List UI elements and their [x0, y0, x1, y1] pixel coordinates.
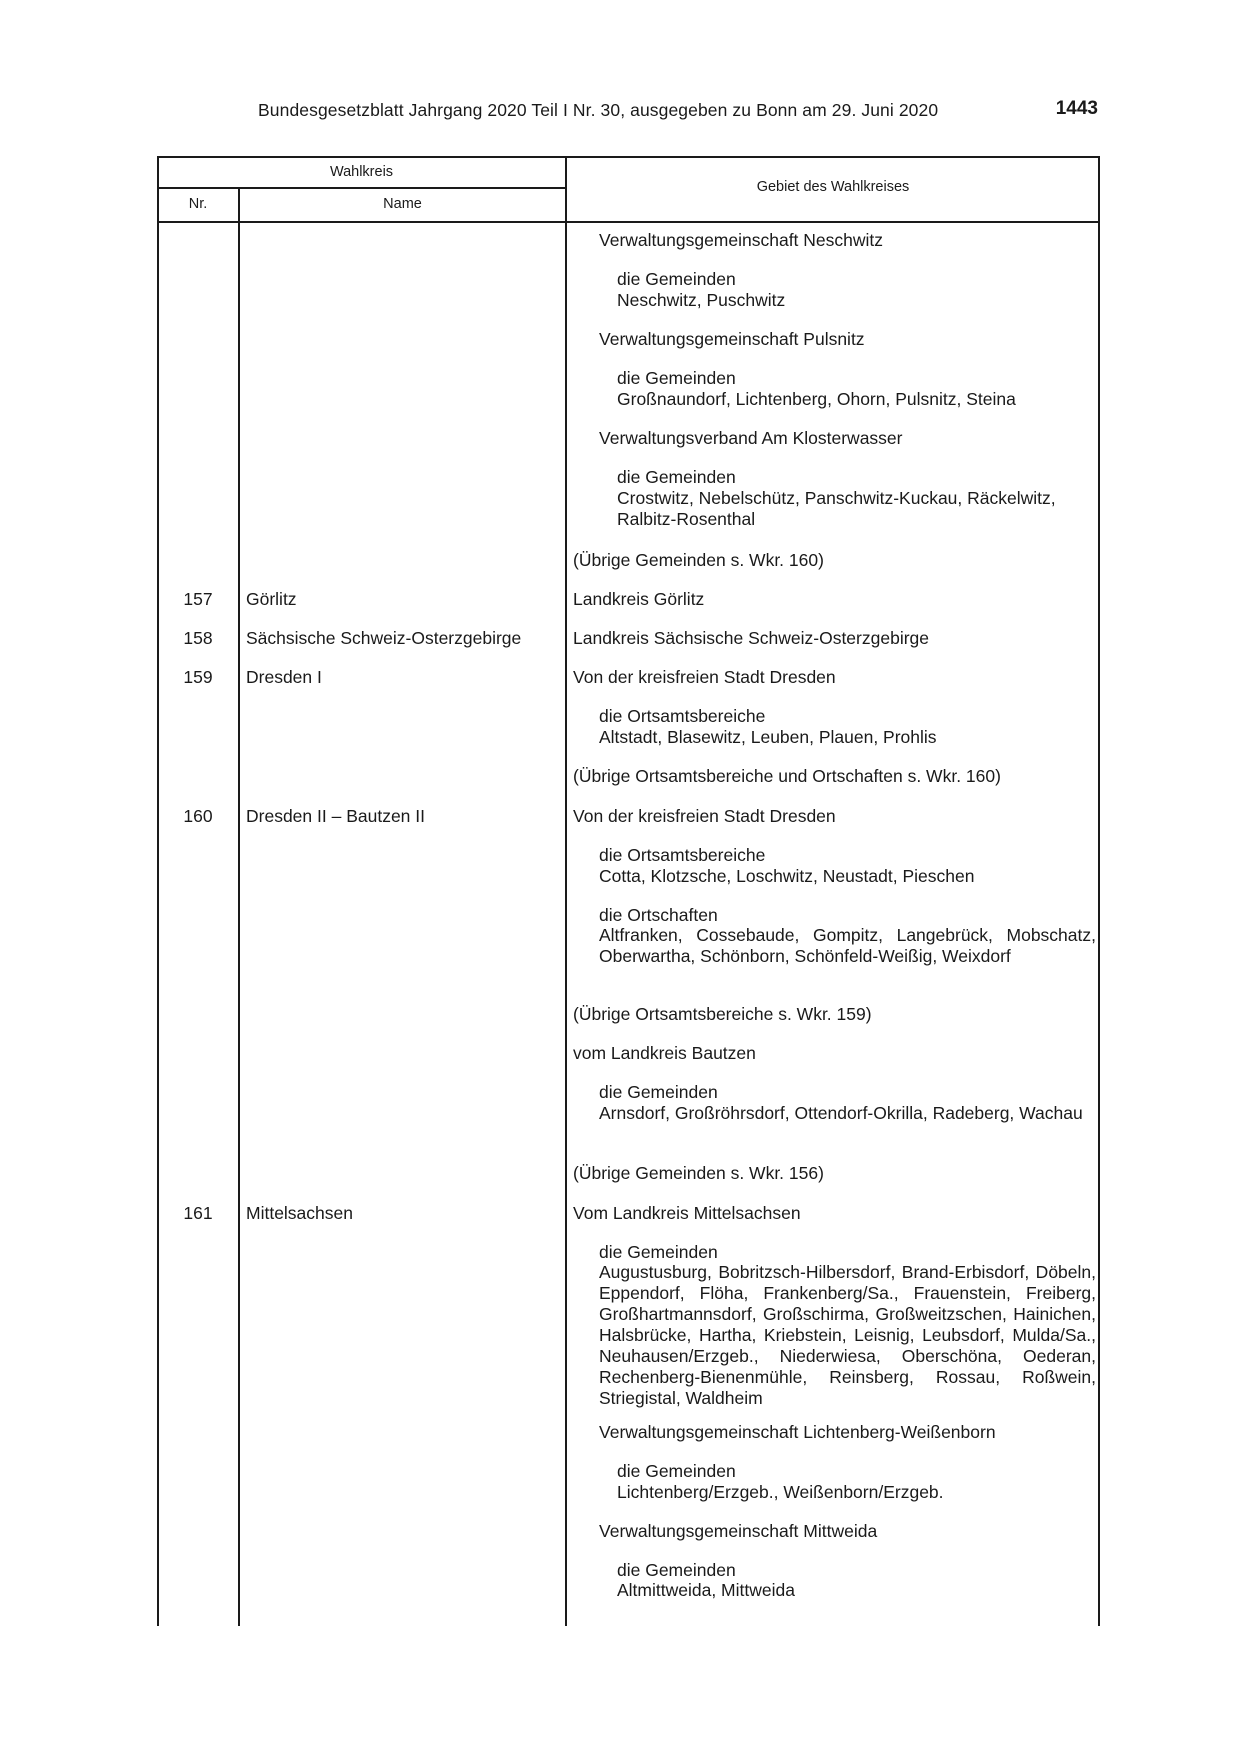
area-entry: die Gemeinden [617, 467, 736, 487]
area-entry: die Gemeinden [617, 1560, 736, 1580]
table-left-rule [157, 156, 159, 1626]
area-entry: Lichtenberg/Erzgeb., Weißenborn/Erzgeb. [617, 1482, 944, 1502]
area-entry: Von der kreisfreien Stadt Dresden [573, 806, 836, 826]
area-entry: Arnsdorf, Großröhrsdorf, Ottendorf-Okrilla, Radeberg, Wachau [599, 1103, 1083, 1123]
area-entry: Verwaltungsgemeinschaft Pulsnitz [599, 329, 865, 349]
column-heading-name: Name [383, 196, 422, 212]
area-entry: Augustusburg, Bobritzsch-Hilbersdorf, Brand-Erbisdorf, Döbeln, Eppendorf, Flöha, Frankenberg/Sa., Frauenstein, Freiberg, Großhartmannsdorf, Großschirma, Großweitzschen, Hainichen, Halsbrücke, Hartha, Kriebstein, Leisnig, Leubsdorf, Mulda/Sa., Neuhausen/Erzgeb., Niederwiesa, Oberschöna, Oederan, Rechenberg-Bienenmühle, Reinsberg, Rossau, Roßwein, Striegistal, Waldheim [599, 1262, 1096, 1408]
area-entry: die Ortschaften [599, 905, 718, 925]
district-name: Mittelsachsen [246, 1203, 353, 1223]
area-entry: (Übrige Gemeinden s. Wkr. 156) [573, 1163, 824, 1183]
area-entry: Altstadt, Blasewitz, Leuben, Plauen, Prohlis [599, 727, 937, 747]
area-entry: die Gemeinden [599, 1082, 718, 1102]
area-entry: Crostwitz, Nebelschütz, Panschwitz-Kuckau, Räckelwitz, Ralbitz-Rosenthal [617, 488, 1056, 529]
area-entry: (Übrige Ortsamtsbereiche und Ortschaften s. Wkr. 160) [573, 766, 1001, 786]
electoral-district-table [157, 156, 1100, 1626]
area-entry: die Ortsamtsbereiche [599, 706, 766, 726]
column-group-heading: Wahlkreis [329, 164, 394, 180]
area-entry: Verwaltungsgemeinschaft Neschwitz [599, 230, 884, 250]
area-entry: Von der kreisfreien Stadt Dresden [573, 667, 836, 687]
area-entry: (Übrige Gemeinden s. Wkr. 160) [573, 550, 824, 570]
area-entry: (Übrige Ortsamtsbereiche s. Wkr. 159) [573, 1004, 872, 1024]
district-name: Dresden I [246, 667, 322, 687]
header-divider-rule [157, 187, 566, 189]
district-number: 157 [183, 589, 213, 609]
page-header [0, 100, 1241, 124]
area-entry: Verwaltungsgemeinschaft Mittweida [599, 1521, 878, 1541]
area-entry: die Ortsamtsbereiche [599, 845, 766, 865]
area-entry: Großnaundorf, Lichtenberg, Ohorn, Pulsnitz, Steina [617, 389, 1016, 409]
district-name: Sächsische Schweiz-Osterzgebirge [246, 628, 522, 648]
area-entry: die Gemeinden [617, 269, 736, 289]
area-entry: vom Landkreis Bautzen [573, 1043, 756, 1063]
area-entry: Landkreis Sächsische Schweiz-Osterzgebirge [573, 628, 929, 648]
area-entry: Cotta, Klotzsche, Loschwitz, Neustadt, Pieschen [599, 866, 975, 886]
district-number: 161 [183, 1203, 213, 1223]
table-top-rule [157, 156, 1100, 158]
district-name: Dresden II – Bautzen II [246, 806, 425, 826]
district-number: 159 [183, 667, 213, 687]
district-name: Görlitz [246, 589, 297, 609]
name-area-divider [565, 156, 567, 1626]
area-entry: Verwaltungsverband Am Klosterwasser [599, 428, 903, 448]
page-number: 1443 [1055, 98, 1098, 119]
area-entry: die Gemeinden [617, 368, 736, 388]
district-number: 158 [183, 628, 213, 648]
table-right-rule [1098, 156, 1100, 1626]
area-entry: Landkreis Görlitz [573, 589, 705, 609]
area-entry: Altfranken, Cossebaude, Gompitz, Langebrück, Mobschatz, Oberwartha, Schönborn, Schönfeld-Weißig, Weixdorf [599, 925, 1096, 966]
header-bottom-rule [157, 221, 1100, 223]
area-entry: Vom Landkreis Mittelsachsen [573, 1203, 801, 1223]
district-number: 160 [183, 806, 213, 826]
running-title: Bundesgesetzblatt Jahrgang 2020 Teil I Nr. 30, ausgegeben zu Bonn am 29. Juni 2020 [258, 100, 939, 120]
column-heading-area: Gebiet des Wahlkreises [756, 179, 910, 195]
area-entry: Altmittweida, Mittweida [617, 1580, 795, 1600]
area-entry: Neschwitz, Puschwitz [617, 290, 786, 310]
area-entry: die Gemeinden [617, 1461, 736, 1481]
area-entry: die Gemeinden [599, 1242, 718, 1262]
area-entry: Verwaltungsgemeinschaft Lichtenberg-Weißenborn [599, 1422, 996, 1442]
column-heading-nr: Nr. [188, 196, 208, 212]
nr-name-divider [238, 187, 240, 1626]
